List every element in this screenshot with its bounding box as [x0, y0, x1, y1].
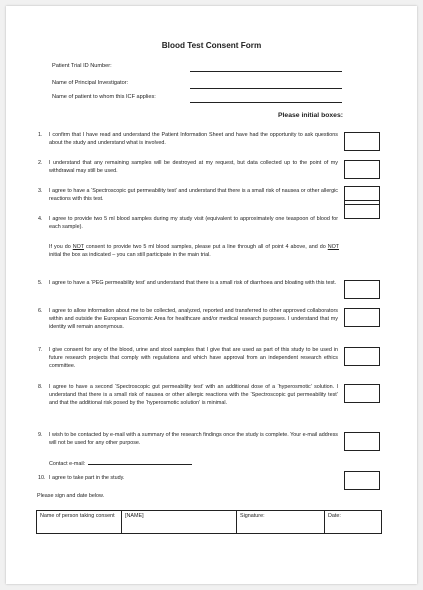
- item-number: 6.: [38, 308, 43, 314]
- item-text: I agree to have a ‘Spectroscopic gut permeability test’ and understand that there is a small risk of nausea or other allergic reactions with this test.: [49, 188, 338, 203]
- item-number: 7.: [38, 347, 43, 353]
- contact-email-field[interactable]: [88, 460, 192, 465]
- initial-box-2[interactable]: [344, 160, 380, 179]
- patient-trial-id-field[interactable]: [190, 71, 342, 72]
- item-number: 4.: [38, 216, 43, 222]
- contact-email-row: [49, 460, 192, 467]
- initial-box-7[interactable]: [344, 347, 380, 366]
- consent-item-8: [38, 383, 338, 407]
- item-number: 5.: [38, 280, 43, 286]
- signature-table: [36, 510, 382, 534]
- item-text: I agree to provide two 5 ml blood samples during my study visit (equivalent to approximately one teaspoon of blood for each sample).: [49, 216, 338, 231]
- item-text: I agree to take part in the study.: [49, 475, 125, 481]
- contact-email-label: Contact e-mail:: [49, 461, 86, 467]
- item-text: I agree to allow information about me to be collected, analyzed, reported and transferred to other approved collaborators within and outside the European Economic Area for healthcare and/or medical research purposes. I understand that my identity will remain anonymous.: [49, 308, 338, 331]
- consent-item-6: [38, 307, 338, 331]
- consent-item-4: [38, 215, 338, 231]
- consent-item-2: [38, 159, 338, 175]
- blood-sample-note: If you do NOT consent to provide two 5 ml blood samples, please put a line through all of point 4 above, and do NOT initial the box as indicated – you can still participate in the main trial.: [49, 244, 339, 259]
- item-text: I understand that any remaining samples will be destroyed at my request, but data collected up to the point of my withdrawal may still be used.: [49, 160, 338, 175]
- consent-item-9: [38, 431, 338, 447]
- patient-trial-id-label: Patient Trial ID Number:: [52, 63, 112, 69]
- item-number: 3.: [38, 188, 43, 194]
- item-text: I wish to be contacted by e-mail with a summary of the research findings once the study is complete. Your e-mail address will not be used for any other purpose.: [49, 432, 338, 447]
- consent-item-10: [38, 474, 338, 482]
- item-number: 9.: [38, 432, 43, 438]
- item-number: 10.: [38, 475, 46, 481]
- initial-box-8[interactable]: [344, 384, 380, 403]
- patient-name-label: Name of patient to whom this ICF applies:: [52, 94, 156, 100]
- initial-box-6[interactable]: [344, 308, 380, 327]
- initial-box-9[interactable]: [344, 432, 380, 451]
- consent-item-7: [38, 346, 338, 370]
- item-number: 2.: [38, 160, 43, 166]
- principal-investigator-label: Name of Principal Investigator:: [52, 80, 129, 86]
- consent-item-1: [38, 131, 338, 147]
- form-title: Blood Test Consent Form: [161, 41, 262, 50]
- name-field[interactable]: [NAME]: [122, 511, 237, 534]
- item-number: 8.: [38, 384, 43, 390]
- item-text: I give consent for any of the blood, urine and stool samples that I give that are used as part of this study to be used in future research projects that comply with regulations and which have approval from an independent research ethics committee.: [49, 347, 338, 370]
- consent-item-3: [38, 187, 338, 203]
- initial-box-4[interactable]: [344, 200, 380, 219]
- sign-instruction: Please sign and date below.: [37, 493, 105, 499]
- initial-box-10[interactable]: [344, 471, 380, 490]
- item-text: I agree to have a ‘PEG permeability test’ and understand that there is a small risk of diarrhoea and bloating with this test.: [49, 280, 337, 286]
- item-text: I confirm that I have read and understand the Patient Information Sheet and have had the opportunity to ask questions about the study and understand what is involved.: [49, 132, 338, 147]
- please-initial-heading: Please initial boxes:: [278, 112, 343, 119]
- initial-box-5[interactable]: [344, 280, 380, 299]
- signature-field[interactable]: Signature:: [237, 511, 325, 534]
- item-number: 1.: [38, 132, 43, 138]
- date-field[interactable]: Date:: [325, 511, 382, 534]
- name-of-person-cell: Name of person taking consent: [37, 511, 122, 534]
- consent-item-5: [38, 279, 338, 287]
- principal-investigator-field[interactable]: [190, 88, 342, 89]
- item-text: I agree to have a second ‘Spectroscopic gut permeability test’ with an additional dose of a ‘hyperosmotic’ solution. I understand that there is a small risk of nausea or other allergic reactions with the ‘Spectroscopic gut permeability test’ and that the additional risk posed by the ‘hyperosmotic solution’ is minimal.: [49, 384, 338, 407]
- patient-name-field[interactable]: [190, 102, 342, 103]
- initial-box-1[interactable]: [344, 132, 380, 151]
